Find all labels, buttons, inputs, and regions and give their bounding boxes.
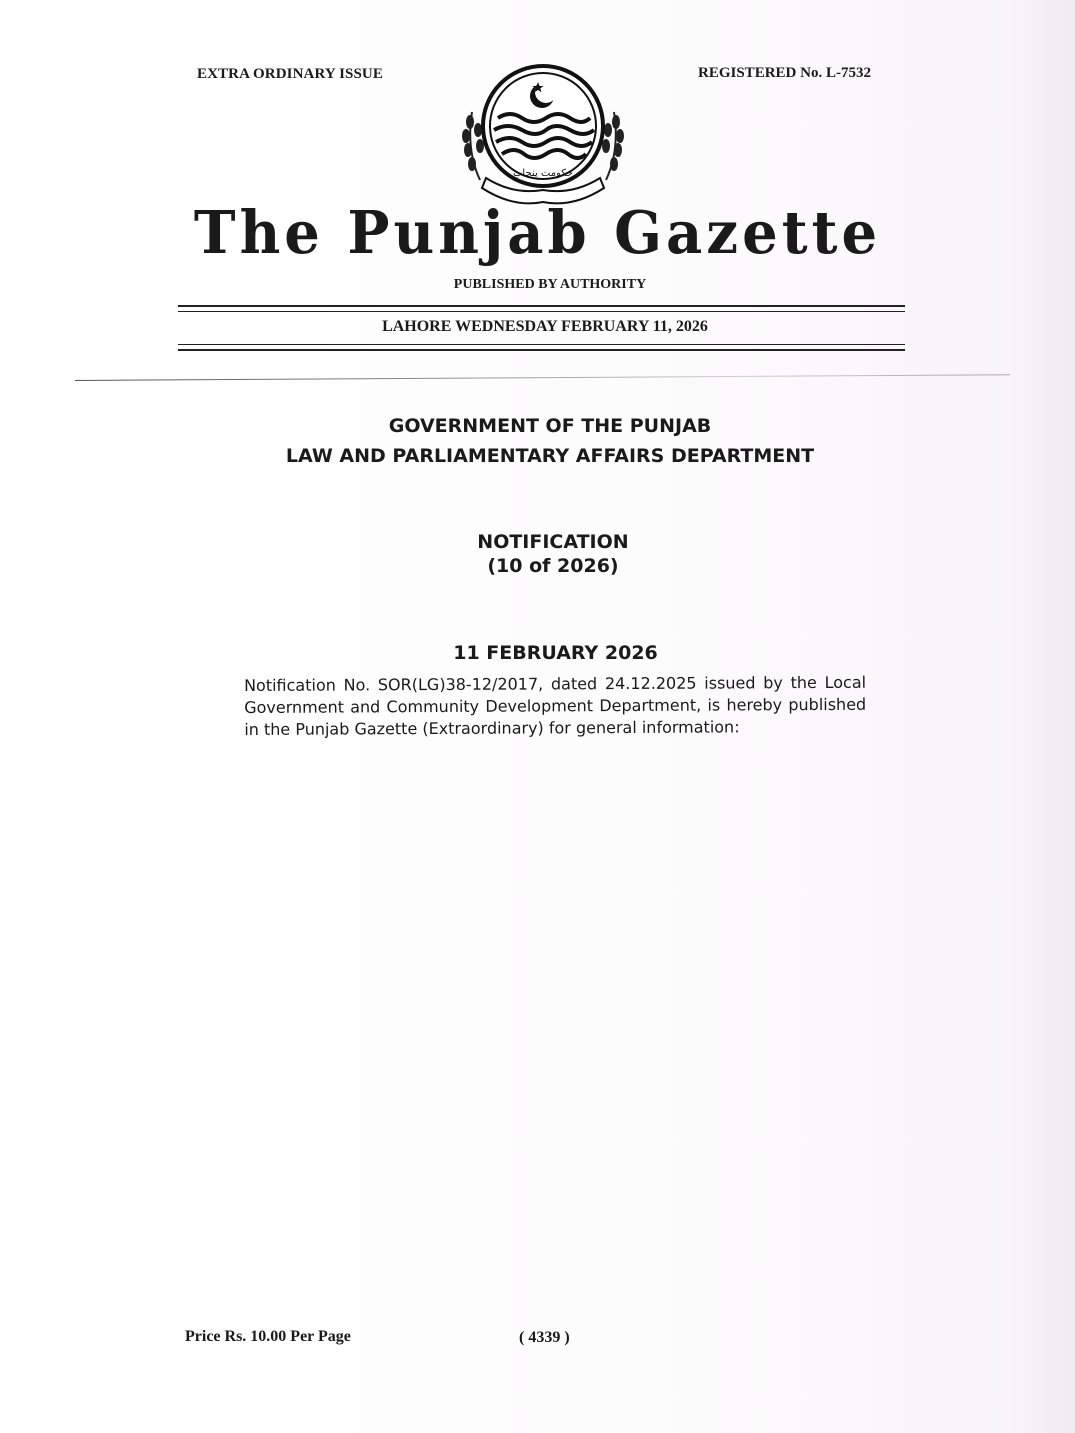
wheat-right-icon [603, 112, 623, 180]
price-label: Price Rs. 10.00 Per Page [185, 1328, 351, 1345]
registration-number: REGISTERED No. L-7532 [698, 65, 871, 81]
published-by-authority: PUBLISHED BY AUTHORITY [453, 277, 647, 292]
wheat-left-icon [463, 112, 483, 180]
bottom-rule [178, 349, 905, 351]
top-rule [178, 305, 905, 307]
emblem-urdu-text: حکومت پنجاب [513, 168, 573, 179]
notification-date: 11 FEBRUARY 2026 [453, 642, 658, 664]
dateline: LAHORE WEDNESDAY FEBRUARY 11, 2026 [382, 318, 708, 335]
department-heading [0, 411, 1075, 471]
punjab-emblem-icon [458, 60, 628, 212]
notification-heading [0, 530, 1075, 578]
notification-title: NOTIFICATION [477, 531, 629, 553]
page-number: ( 4339 ) [519, 1329, 570, 1346]
government-line: GOVERNMENT OF THE PUNJAB [388, 415, 712, 437]
gazette-title: The Punjab Gazette [193, 198, 882, 268]
issue-type-label: EXTRA ORDINARY ISSUE [197, 66, 383, 82]
bottom-rule-thin [178, 344, 905, 345]
top-rule-thin [178, 311, 905, 312]
notification-number: (10 of 2026) [487, 555, 619, 577]
notification-body: Notification No. SOR(LG)38-12/2017, dated 24.12.2025 issued by the Local Government and Community Development Department, is hereby published in the Punjab Gazette (Extraordinary) for general information: [244, 672, 867, 739]
department-line: LAW AND PARLIAMENTARY AFFAIRS DEPARTMENT [285, 445, 815, 467]
fold-line [75, 374, 1010, 381]
